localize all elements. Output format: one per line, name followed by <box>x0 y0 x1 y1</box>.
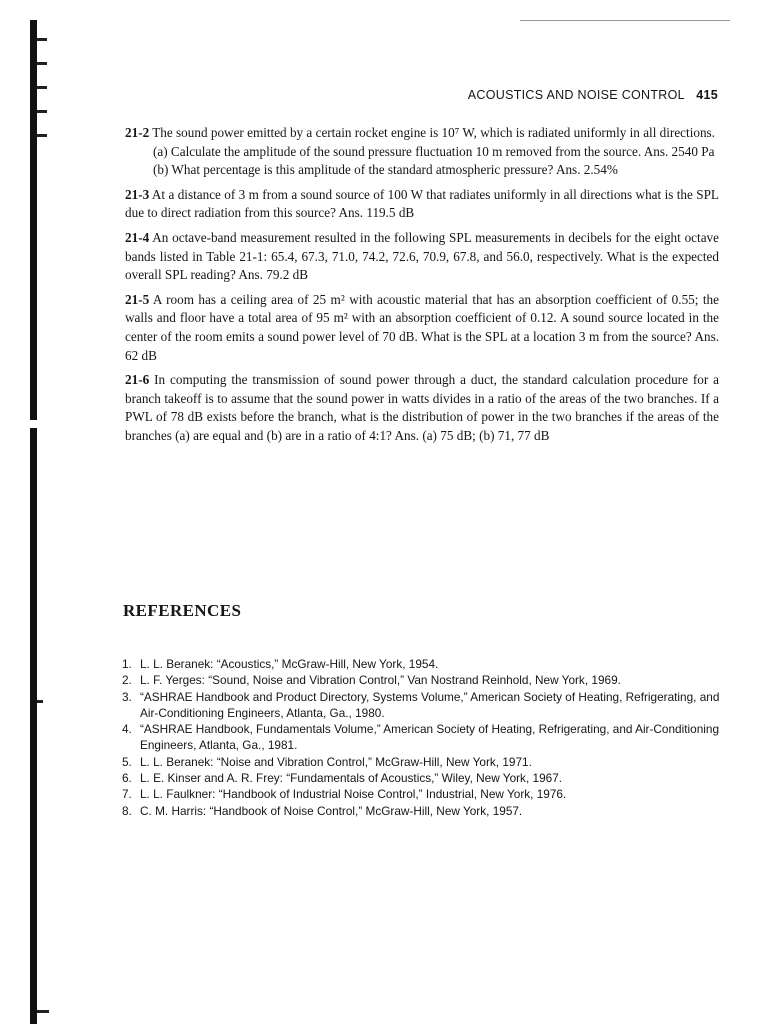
problem-statement: The sound power emitted by a certain rocket engine is 10⁷ W, which is radiated uniformly in all directions. <box>152 125 715 140</box>
binding-notch <box>37 86 47 89</box>
problem-21-5 <box>125 291 719 365</box>
reference-item <box>122 803 722 819</box>
problem-number: 21-5 <box>125 291 150 307</box>
reference-text: L. L. Beranek: “Noise and Vibration Control,” McGraw-Hill, New York, 1971. <box>140 754 532 769</box>
reference-text: L. L. Beranek: “Acoustics,” McGraw-Hill, New York, 1954. <box>140 657 439 671</box>
problem-number: 21-4 <box>125 229 150 245</box>
reference-text: “ASHRAE Handbook and Product Directory, Systems Volume,” American Society of Heating, Refrigerating, and Air-Conditioning Engineers, Atlanta, Ga., 1980. <box>140 689 720 720</box>
problem-statement: A room has a ceiling area of 25 m² with acoustic material that has an absorption coefficient of 0.55; the walls and floor have a total area of 95 m² with an absorption coefficient of 0.12. A sound source located in the center of the room emits a sound power level of 70 dB. What is the SPL at a location 3 m from the source? Ans. 62 dB <box>125 291 719 363</box>
reference-number: 5. <box>122 754 132 769</box>
reference-item <box>122 656 722 672</box>
binding-notch <box>37 110 47 113</box>
problem-set <box>125 124 719 452</box>
page-number: 415 <box>696 88 718 102</box>
problem-text <box>125 229 719 285</box>
problem-number: 21-6 <box>125 372 150 388</box>
reference-number: 1. <box>122 657 132 671</box>
reference-text: “ASHRAE Handbook, Fundamentals Volume,” American Society of Heating, Refrigerating, and Air-Conditioning Engineers, Atlanta, Ga., 1981. <box>140 722 720 753</box>
problem-part: (b) What percentage is this amplitude of the standard atmospheric pressure? Ans. 2.54% <box>153 162 618 178</box>
reference-item <box>122 689 722 722</box>
problem-21-2 <box>125 124 719 180</box>
problem-21-3 <box>125 186 719 223</box>
reference-item <box>122 721 722 754</box>
binding-notch <box>37 134 47 137</box>
reference-text: L. F. Yerges: “Sound, Noise and Vibration Control,” Van Nostrand Reinhold, New York, 1969. <box>140 673 621 688</box>
reference-number: 8. <box>122 803 132 818</box>
problem-statement: At a distance of 3 m from a sound source of 100 W that radiates uniformly in all directions what is the SPL due to direct radiation from this source? Ans. 119.5 dB <box>125 186 719 221</box>
problem-text <box>125 124 719 143</box>
running-title: ACOUSTICS AND NOISE CONTROL <box>467 88 685 102</box>
reference-item <box>122 754 722 770</box>
problem-statement: In computing the transmission of sound power through a duct, the standard calculation procedure for a branch takeoff is to assume that the sound power in watts divides in a ratio of the areas of the two branches. If a PWL of 78 dB exists before the branch, what is the distribution of power in the two branches if the areas of the branches (a) are equal and (b) are in a ratio of 4:1? Ans. (a) 75 dB; (b) 71, 77 dB <box>125 372 719 443</box>
reference-item <box>122 770 722 786</box>
references-heading: REFERENCES <box>123 601 242 620</box>
reference-number: 2. <box>122 673 132 688</box>
reference-number: 4. <box>122 722 132 737</box>
reference-number: 3. <box>122 689 132 704</box>
binding-notch <box>37 62 47 65</box>
references-list <box>122 656 722 819</box>
problem-text <box>125 371 719 445</box>
problem-21-6 <box>125 371 719 445</box>
problem-21-4 <box>125 229 719 285</box>
reference-number: 6. <box>122 771 132 786</box>
reference-item <box>122 672 722 688</box>
binding-notch <box>37 700 43 703</box>
reference-number: 7. <box>122 787 132 802</box>
page-binding-edge <box>30 20 48 1024</box>
running-head <box>468 88 718 102</box>
problem-statement: An octave-band measurement resulted in the following SPL measurements in decibels for the eight octave bands listed in Table 21-1: 65.4, 67.3, 71.0, 74.2, 72.6, 70.9, 67.8, and 56.0, respectively. What is the expected overall SPL reading? Ans. 79.2 dB <box>125 229 720 283</box>
binding-notch <box>37 38 47 41</box>
problem-number: 21-3 <box>125 186 150 202</box>
problem-text <box>125 186 719 223</box>
reference-text: L. L. Faulkner: “Handbook of Industrial Noise Control,” Industrial, New York, 1976. <box>140 787 567 802</box>
reference-text: C. M. Harris: “Handbook of Noise Control,” McGraw-Hill, New York, 1957. <box>140 803 523 818</box>
reference-text: L. E. Kinser and A. R. Frey: “Fundamentals of Acoustics,” Wiley, New York, 1967. <box>140 771 563 786</box>
problem-text <box>125 291 719 365</box>
problem-number: 21-2 <box>125 125 150 140</box>
binding-gap <box>30 420 37 428</box>
reference-item <box>122 786 722 802</box>
binding-notch <box>37 1010 49 1013</box>
problem-part: (a) Calculate the amplitude of the sound pressure fluctuation 10 m removed from the source. Ans. 2540 Pa <box>153 143 715 159</box>
scan-artifact <box>520 20 730 21</box>
binding-spine <box>30 20 37 1024</box>
